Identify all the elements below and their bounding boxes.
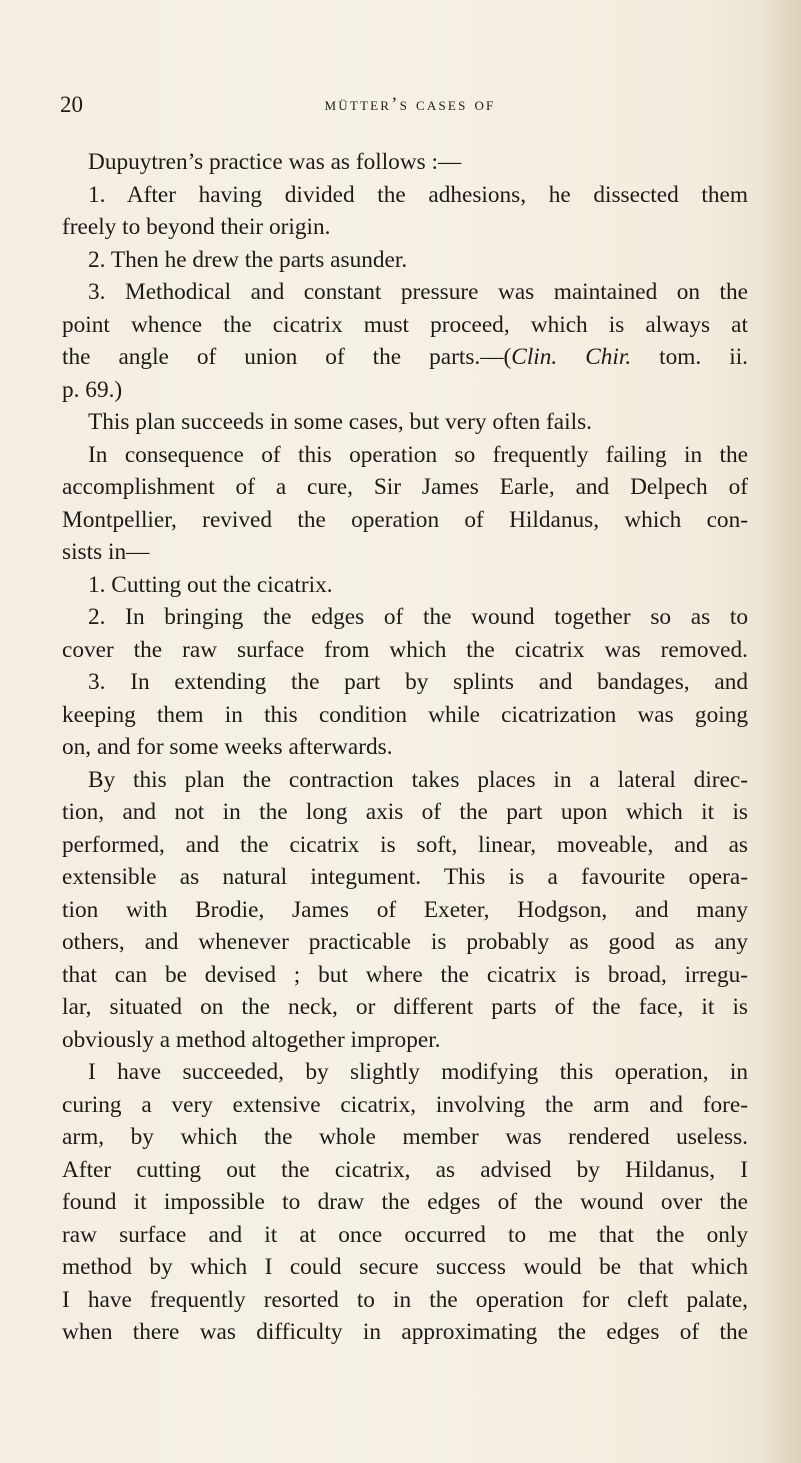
text-segment: the angle of union of the parts.—( — [62, 344, 512, 370]
text-line: point whence the cicatrix must proceed, which is always at — [62, 311, 748, 338]
running-head — [60, 92, 760, 122]
text-line: found it impossible to draw the edges of the wound over the — [62, 1189, 748, 1215]
text-line: arm, by which the whole member was rendered useless. — [62, 1124, 748, 1150]
text-line: others, and whenever practicable is probably as good as any — [62, 929, 748, 955]
text-line: I have frequently resorted to in the operation for cleft palate, — [62, 1286, 748, 1313]
text-line: tion with Brodie, James of Exeter, Hodgson, and many — [62, 896, 748, 923]
page-edge-shadow — [761, 0, 801, 1463]
citation-title: Clin. Chir. — [511, 344, 632, 370]
text-line-with-citation — [62, 341, 748, 374]
text-line: sists in— — [62, 539, 150, 565]
citation-volume: tom. ii. — [631, 344, 748, 370]
text-line: 2. In bringing the edges of the wound together so as to — [88, 604, 748, 630]
running-title: mütter’s cases of — [324, 94, 496, 115]
text-line: accomplishment of a cure, Sir James Earle, and Delpech of — [62, 474, 748, 500]
text-line: curing a very extensive cicatrix, involving the arm and fore- — [62, 1091, 748, 1118]
text-line: Dupuytren’s practice was as follows :— — [88, 149, 462, 175]
text-line: This plan succeeds in some cases, but very often fails. — [88, 409, 592, 435]
text-line: lar, situated on the neck, or different parts of the face, it is — [62, 994, 748, 1020]
page-number: 20 — [60, 92, 83, 117]
text-line: 1. After having divided the adhesions, he dissected them — [88, 181, 748, 208]
text-line: raw surface and it at once occurred to me that the only — [62, 1221, 748, 1248]
text-line: on, and for some weeks afterwards. — [62, 734, 393, 760]
text-line: freely to beyond their origin. — [62, 214, 331, 240]
text-line: 2. Then he drew the parts asunder. — [88, 246, 408, 273]
text-line: obviously a method altogether improper. — [62, 1026, 441, 1053]
text-line: By this plan the contraction takes places in a lateral direc- — [88, 766, 748, 793]
text-line: tion, and not in the long axis of the part upon which it is — [62, 799, 748, 825]
text-line: extensible as natural integument. This is a favourite opera- — [62, 864, 748, 890]
text-line: 3. Methodical and constant pressure was maintained on the — [88, 279, 748, 305]
text-line: method by which I could secure success would be that which — [62, 1254, 748, 1280]
body-text — [62, 146, 748, 1349]
text-line: Montpellier, revived the operation of Hildanus, which con- — [62, 506, 748, 533]
text-line: 1. Cutting out the cicatrix. — [88, 571, 333, 598]
text-line: cover the raw surface from which the cicatrix was removed. — [62, 636, 748, 663]
text-line: After cutting out the cicatrix, as advised by Hildanus, I — [62, 1156, 748, 1183]
text-line: I have succeeded, by slightly modifying this operation, in — [88, 1059, 748, 1085]
text-line: In consequence of this operation so frequently failing in the — [88, 441, 748, 468]
text-line: p. 69.) — [62, 376, 123, 403]
text-line: keeping them in this condition while cicatrization was going — [62, 701, 748, 728]
text-line: that can be devised ; but where the cicatrix is broad, irregu- — [62, 961, 748, 988]
text-line: when there was difficulty in approximating the edges of the — [62, 1319, 748, 1345]
text-line: 3. In extending the part by splints and bandages, and — [88, 669, 748, 695]
text-line: performed, and the cicatrix is soft, linear, moveable, and as — [62, 831, 748, 858]
